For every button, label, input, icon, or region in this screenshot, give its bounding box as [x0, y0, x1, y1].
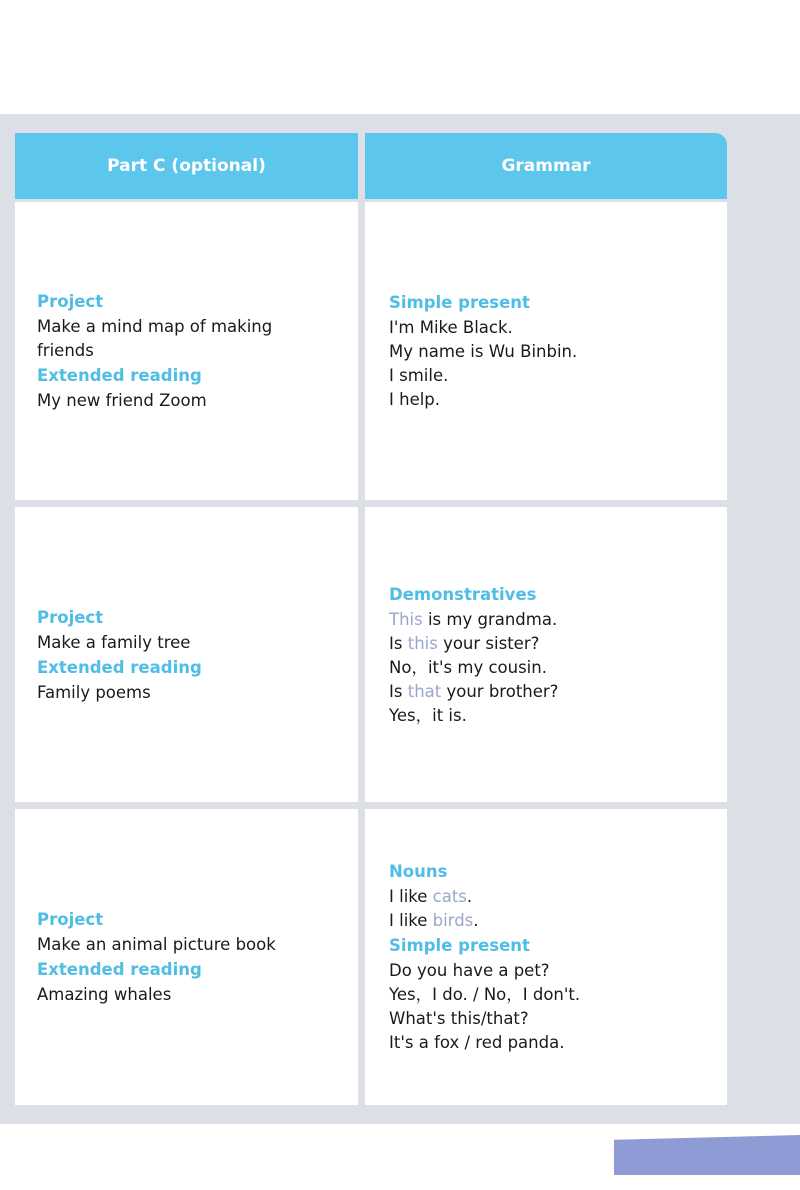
project-heading: Project [37, 607, 104, 627]
row3-part-c-cell [15, 809, 358, 1105]
project-text-line2: friends [37, 341, 94, 360]
sentence-start: Is [389, 681, 408, 701]
project-text: Make a family tree [37, 632, 191, 652]
grammar-heading: Demonstratives [389, 584, 537, 604]
sentence-start: Is [389, 633, 408, 653]
row1-part-c-cell [15, 202, 358, 500]
grammar-line: My name is Wu Binbin. [389, 342, 578, 361]
grammar-line: Yes，I do. / No，I don't. [389, 985, 581, 1004]
sentence-rest: . [466, 887, 473, 906]
sentence-rest: is my grandma. [422, 609, 558, 629]
extended-reading-heading: Extended reading [37, 657, 202, 677]
grammar-line [389, 632, 727, 656]
grammar-heading-nouns: Nouns [389, 862, 448, 881]
project-heading: Project [37, 910, 104, 929]
row2-part-c-cell [15, 507, 358, 802]
grammar-line [389, 680, 727, 704]
highlight-word: this [407, 633, 438, 653]
highlight-word: This [389, 609, 423, 629]
extended-reading-heading: Extended reading [37, 366, 202, 385]
grammar-line: Do you have a pet? [389, 961, 550, 980]
grammar-line: I smile. [389, 366, 449, 385]
highlight-word: birds [432, 911, 474, 930]
grammar-line [389, 608, 727, 632]
grammar-line [389, 885, 727, 909]
row1-grammar-cell [365, 202, 727, 500]
sentence-rest: your brother? [441, 681, 559, 701]
grammar-heading-simple-present: Simple present [389, 936, 530, 955]
project-heading: Project [37, 292, 104, 311]
grammar-line: It's a fox / red panda. [389, 1033, 565, 1052]
row2-grammar-cell [365, 507, 727, 802]
sentence-rest: . [473, 911, 479, 930]
column-header-grammar: Grammar [365, 133, 727, 199]
grammar-line [389, 909, 727, 933]
project-text-line1: Make a mind map of making [37, 317, 273, 336]
grammar-line: Yes，it is. [389, 705, 467, 725]
extended-reading-text: Amazing whales [37, 985, 172, 1004]
highlight-word: cats [432, 887, 467, 906]
row3-grammar-cell [365, 809, 727, 1105]
extended-reading-text: My new friend Zoom [37, 391, 207, 410]
grammar-line: What's this/that? [389, 1009, 529, 1028]
sentence-start: I like [389, 887, 433, 906]
grammar-line: I help. [389, 390, 441, 409]
project-text: Make an animal picture book [37, 935, 276, 954]
extended-reading-text: Family poems [37, 682, 151, 702]
grammar-line: No，it's my cousin. [389, 657, 547, 677]
extended-reading-heading: Extended reading [37, 960, 202, 979]
page-corner-decoration [614, 1135, 800, 1175]
highlight-word: that [407, 681, 442, 701]
sentence-rest: your sister? [437, 633, 540, 653]
sentence-start: I like [389, 911, 433, 930]
grammar-heading: Simple present [389, 293, 530, 312]
grammar-line: I'm Mike Black. [389, 318, 513, 337]
column-header-part-c: Part C (optional) [15, 133, 358, 199]
